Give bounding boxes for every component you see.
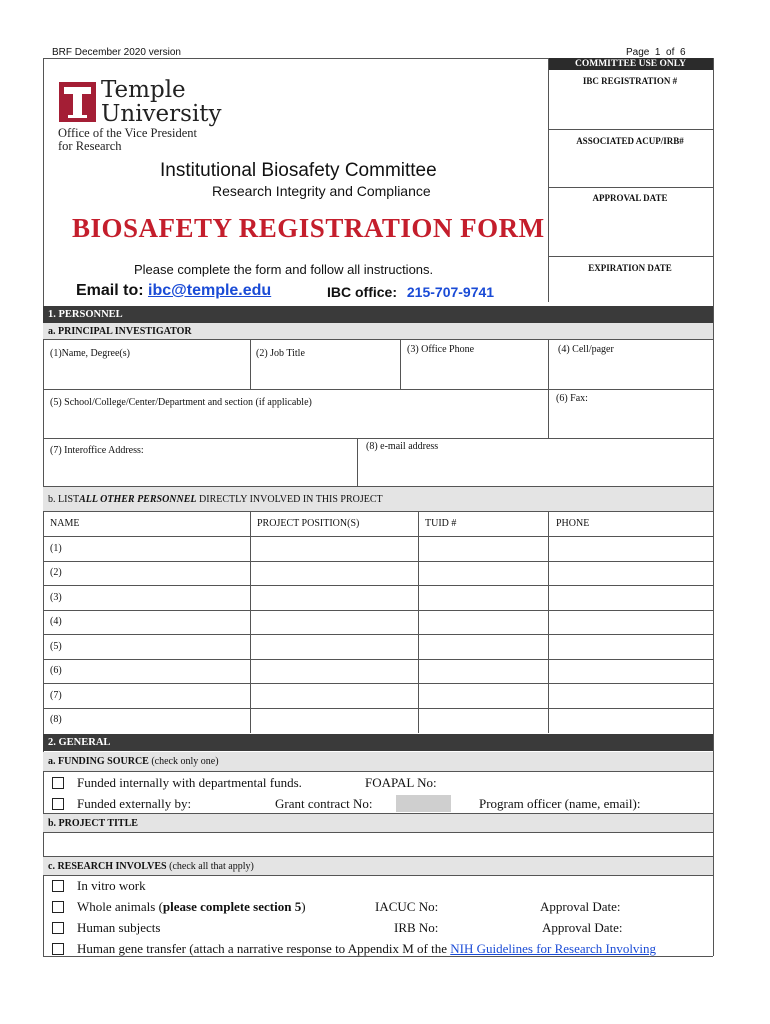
funding-header <box>43 752 713 772</box>
funded-externally-label: Funded externally by: <box>77 796 192 811</box>
col-tuid: TUID # <box>425 518 457 529</box>
in-vitro-checkbox[interactable] <box>52 880 64 892</box>
col-name: NAME <box>50 518 80 529</box>
foapal-label: FOAPAL No: <box>365 775 437 790</box>
office-line <box>327 284 494 300</box>
associated-acup-irb-field[interactable]: ASSOCIATED ACUP/IRB# <box>576 136 684 146</box>
project-title-input[interactable] <box>44 834 713 856</box>
irb-label: IRB No: <box>394 920 439 935</box>
ibc-registration-field[interactable]: IBC REGISTRATION # <box>582 76 678 86</box>
logo-name <box>101 78 222 126</box>
section2-header: 2. GENERAL <box>43 734 713 751</box>
page-total: 6 <box>679 47 686 58</box>
research-header <box>43 856 713 876</box>
pi-cell-field[interactable]: (4) Cell/pager <box>558 344 614 355</box>
research-header-note: (check all that apply) <box>166 860 254 872</box>
funding-header-title: a. FUNDING SOURCE <box>48 756 149 767</box>
email-label: Email to: <box>76 282 144 299</box>
approval-date-label-2: Approval Date: <box>542 920 623 935</box>
funded-externally-checkbox[interactable] <box>52 798 64 810</box>
logo-office-line1: Office of the Vice President <box>58 126 198 140</box>
logo-office-line2: for Research <box>58 139 122 153</box>
whole-animals-label <box>77 899 306 915</box>
iacuc-label: IACUC No: <box>375 899 439 914</box>
form-title: BIOSAFETY REGISTRATION FORM <box>72 213 545 243</box>
personnel-row[interactable]: (6) <box>50 665 62 676</box>
project-title-header: b. PROJECT TITLE <box>43 813 713 833</box>
committee-subtitle: Research Integrity and Compliance <box>212 183 431 199</box>
temple-logo-icon <box>59 82 96 122</box>
funding-header-note: (check only one) <box>148 756 219 767</box>
col-project-position: PROJECT POSITION(S) <box>257 518 360 529</box>
approval-date-field[interactable]: APPROVAL DATE <box>592 193 668 203</box>
funded-internally-checkbox[interactable] <box>52 777 64 789</box>
whole-animals-suffix: ) <box>301 899 306 914</box>
gene-transfer-checkbox[interactable] <box>52 943 64 955</box>
whole-animals-prefix: Whole animals ( <box>77 899 163 914</box>
page-label: Page <box>626 47 650 58</box>
personnel-header-suffix: DIRECTLY INVOLVED IN THIS PROJECT <box>196 493 383 505</box>
committee-header: COMMITTEE USE ONLY <box>548 58 713 70</box>
personnel-row[interactable]: (7) <box>50 690 62 701</box>
pi-name-field[interactable]: (1)Name, Degree(s) <box>50 348 130 359</box>
human-subjects-checkbox[interactable] <box>52 922 64 934</box>
pi-interoffice-field[interactable]: (7) Interoffice Address: <box>50 445 144 456</box>
whole-animals-checkbox[interactable] <box>52 901 64 913</box>
grant-contract-input[interactable] <box>396 795 451 812</box>
approval-date-label-1: Approval Date: <box>540 899 621 914</box>
email-link[interactable]: ibc@temple.edu <box>148 282 272 299</box>
personnel-row[interactable]: (3) <box>50 592 62 603</box>
personnel-row[interactable]: (2) <box>50 567 62 578</box>
gene-transfer-prefix: Human gene transfer (attach a narrative response to Appendix M of the <box>77 941 451 956</box>
funded-internally-label: Funded internally with departmental funds. <box>77 775 302 790</box>
pi-school-field[interactable]: (5) School/College/Center/Department and section (if applicable) <box>50 397 312 408</box>
page-indicator <box>626 47 686 58</box>
form-version: BRF December 2020 version <box>52 47 181 58</box>
personnel-row[interactable]: (5) <box>50 641 62 652</box>
committee-title: Institutional Biosafety Committee <box>160 160 437 181</box>
nih-guidelines-link[interactable]: NIH Guidelines for Research Involving <box>450 941 657 956</box>
expiration-date-field[interactable]: EXPIRATION DATE <box>588 263 672 273</box>
whole-animals-bold: please complete section 5 <box>162 899 302 914</box>
personnel-header-emph: ALL OTHER PERSONNEL <box>79 493 197 505</box>
pi-fax-field[interactable]: (6) Fax: <box>556 393 588 404</box>
email-line <box>76 282 271 300</box>
col-phone: PHONE <box>556 518 590 529</box>
pi-header: a. PRINCIPAL INVESTIGATOR <box>43 323 713 340</box>
logo-name-line2: University <box>101 101 222 127</box>
personnel-row[interactable]: (8) <box>50 714 62 725</box>
office-phone: 215-707-9741 <box>406 284 495 300</box>
pi-job-title-field[interactable]: (2) Job Title <box>256 348 305 359</box>
page-number: 1 <box>654 47 661 58</box>
page-of: of <box>666 47 675 58</box>
grant-contract-label: Grant contract No: <box>275 796 373 811</box>
office-label: IBC office: <box>327 284 397 300</box>
logo-office <box>58 127 197 153</box>
pi-email-field[interactable]: (8) e-mail address <box>366 441 439 452</box>
form-instructions: Please complete the form and follow all instructions. <box>134 262 434 277</box>
research-header-title: c. RESEARCH INVOLVES <box>48 860 167 872</box>
logo-name-line1: Temple <box>101 77 186 103</box>
gene-transfer-label <box>77 941 656 957</box>
personnel-header-prefix: b. LIST <box>48 493 80 505</box>
personnel-row[interactable]: (4) <box>50 616 62 627</box>
personnel-row[interactable]: (1) <box>50 543 62 554</box>
in-vitro-label: In vitro work <box>77 878 146 893</box>
pi-office-phone-field[interactable]: (3) Office Phone <box>407 344 475 355</box>
human-subjects-label: Human subjects <box>77 920 161 935</box>
section1-header: 1. PERSONNEL <box>43 306 713 323</box>
program-officer-label: Program officer (name, email): <box>479 796 641 811</box>
personnel-header <box>43 487 713 512</box>
